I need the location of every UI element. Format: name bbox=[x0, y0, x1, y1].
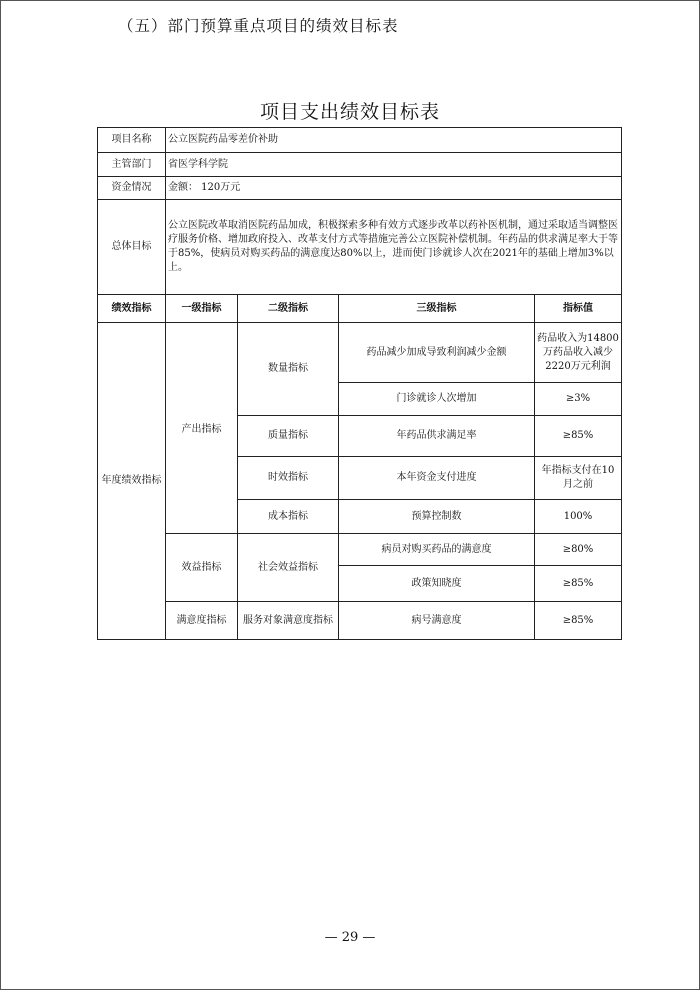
level2-cell: 质量指标 bbox=[238, 416, 339, 457]
header-level3: 三级指标 bbox=[339, 295, 535, 323]
level3-cell: 政策知晓度 bbox=[339, 566, 535, 602]
level3-cell: 预算控制数 bbox=[339, 500, 535, 534]
level3-cell: 病员对购买药品的满意度 bbox=[339, 534, 535, 566]
header-level1: 一级指标 bbox=[166, 295, 238, 323]
level2-cell: 数量指标 bbox=[238, 323, 339, 416]
table-row bbox=[98, 200, 622, 295]
table-row bbox=[98, 128, 622, 153]
header-value: 指标值 bbox=[535, 295, 622, 323]
value-cell: 药品收入为14800万药品收入减少2220万元利润 bbox=[535, 323, 622, 383]
value-cell: ≥85% bbox=[535, 566, 622, 602]
table-row bbox=[98, 602, 622, 640]
level2-cell: 服务对象满意度指标 bbox=[238, 602, 339, 640]
project-name-value: 公立医院药品零差价补助 bbox=[166, 128, 622, 153]
header-level2: 二级指标 bbox=[238, 295, 339, 323]
table-row bbox=[98, 153, 622, 177]
output-indicator-label: 产出指标 bbox=[166, 323, 238, 534]
level2-cell: 社会效益指标 bbox=[238, 534, 339, 602]
level3-cell: 年药品供求满足率 bbox=[339, 416, 535, 457]
level2-cell: 成本指标 bbox=[238, 500, 339, 534]
value-cell: 年指标支付在10月之前 bbox=[535, 457, 622, 500]
table-row bbox=[98, 534, 622, 566]
page-number: — 29 — bbox=[324, 930, 376, 945]
benefit-indicator-label: 效益指标 bbox=[166, 534, 238, 602]
table-row bbox=[98, 177, 622, 200]
annual-indicator-label: 年度绩效指标 bbox=[98, 323, 166, 640]
overall-goal-label: 总体目标 bbox=[98, 200, 166, 295]
level3-cell: 药品减少加成导致利润减少金额 bbox=[339, 323, 535, 383]
value-cell: ≥3% bbox=[535, 383, 622, 416]
level3-cell: 本年资金支付进度 bbox=[339, 457, 535, 500]
header-row bbox=[98, 295, 622, 323]
department-value: 省医学科学院 bbox=[166, 153, 622, 177]
section-heading: （五）部门预算重点项目的绩效目标表 bbox=[118, 17, 399, 35]
funding-value: 金额： 120万元 bbox=[166, 177, 622, 200]
funding-label: 资金情况 bbox=[98, 177, 166, 200]
level2-cell: 时效指标 bbox=[238, 457, 339, 500]
value-cell: 100% bbox=[535, 500, 622, 534]
header-indicator: 绩效指标 bbox=[98, 295, 166, 323]
satisfaction-indicator-label: 满意度指标 bbox=[166, 602, 238, 640]
value-cell: ≥85% bbox=[535, 602, 622, 640]
project-name-label: 项目名称 bbox=[98, 128, 166, 153]
table-title: 项目支出绩效目标表 bbox=[259, 101, 440, 123]
level3-cell: 病号满意度 bbox=[339, 602, 535, 640]
value-cell: ≥85% bbox=[535, 416, 622, 457]
overall-goal-value: 公立医院改革取消医院药品加成，积极探索多种有效方式逐步改革以药补医机制，通过采取适当调整医疗服务价格、增加政府投入、改革支付方式等措施完善公立医院补偿机制。年药品的供求满足率大于等于85%，使病员对购买药品的满意度达80%以上，进而使门诊就诊人次在2021年的基础上增加3%以上。 bbox=[166, 200, 622, 295]
performance-table bbox=[97, 127, 622, 640]
table-row bbox=[98, 323, 622, 383]
level3-cell: 门诊就诊人次增加 bbox=[339, 383, 535, 416]
department-label: 主管部门 bbox=[98, 153, 166, 177]
value-cell: ≥80% bbox=[535, 534, 622, 566]
